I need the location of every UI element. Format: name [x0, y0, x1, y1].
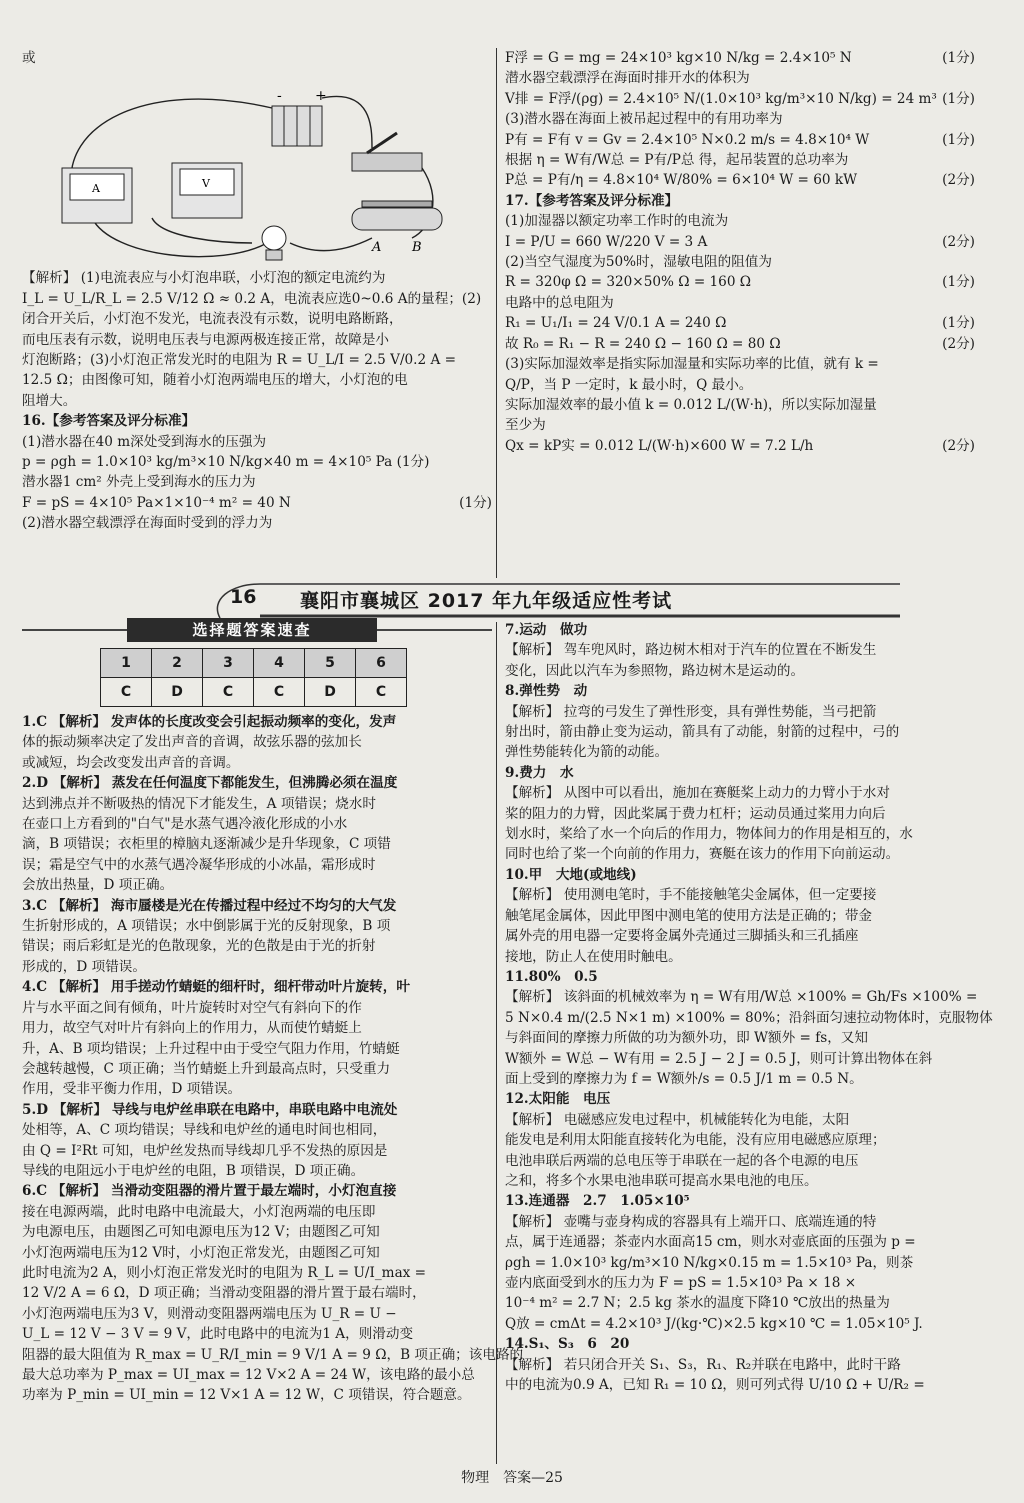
right-top-text: 电路中的总电阻为: [505, 294, 614, 311]
right-bottom-text: 之和，将多个水果电池串联可提高水果电池的电压。: [505, 1172, 818, 1189]
left-bottom-column: [22, 712, 524, 1406]
analysis-line: 而电压表有示数，说明电压表与电源两极连接正常，故障是小: [22, 331, 390, 348]
right-top-line: [505, 252, 975, 272]
left-bottom-text: 3.C 【解析】 海市蜃楼是光在传播过程中经过不均匀的大气发: [22, 897, 397, 914]
right-bottom-text: 壶内底面受到水的压力为 F = pS = 1.5×10³ Pa × 18 ×: [505, 1275, 857, 1291]
left-bottom-text: 处相等，A、C 项均错误；导线和电炉丝的通电时间也相同，: [22, 1122, 387, 1139]
right-bottom-text: 【解析】 若只闭合开关 S₁、S₃，R₁、R₂并联在电路中，此时干路: [505, 1356, 901, 1373]
rheostat-b-label: B: [412, 240, 422, 256]
right-bottom-line: [505, 1334, 975, 1354]
right-top-line: [505, 334, 975, 354]
analysis-line: 12.5 Ω；由图像可知，随着小灯泡两端电压的增大，小灯泡的电: [22, 372, 408, 389]
left-bottom-line: [22, 896, 492, 916]
right-bottom-text: 【解析】 使用测电笔时，手不能接触笔尖金属体，但一定要接: [505, 887, 877, 904]
answer-cell: C: [356, 678, 407, 707]
left-bottom-line: [22, 1243, 492, 1263]
left-bottom-line: [22, 814, 492, 834]
right-top-line: [505, 415, 975, 435]
right-bottom-text: 属外壳的用电器一定要将金属外壳通过三脚插头和三孔插座: [505, 928, 859, 945]
right-bottom-line: [505, 783, 975, 803]
right-top-text: 至少为: [505, 417, 546, 434]
column-divider-bottom: [496, 622, 497, 1464]
left-bottom-line: [22, 1181, 492, 1201]
right-top-text: (3)潜水器在海面上被吊起过程中的有用功率为: [505, 111, 783, 128]
right-bottom-text: 与斜面间的摩擦力所做的功为额外功，即 W额外 = fs，又知: [505, 1030, 868, 1047]
right-top-score: (2分): [942, 233, 975, 250]
battery-minus: -: [277, 88, 282, 105]
quick-answer-title: 选择题答案速查: [127, 618, 377, 642]
left-bottom-line: [22, 1018, 492, 1038]
answer-cell: D: [152, 678, 203, 707]
section-number: 16: [230, 586, 257, 608]
left-bottom-text: 最大总功率为 P_max = UI_max = 12 V×2 A = 24 W，该电路的最小总: [22, 1367, 475, 1383]
left-bottom-text: 会越转越慢，C 项正确；当竹蜻蜓上升到最高点时，只受重力: [22, 1060, 391, 1077]
right-top-line: [505, 150, 975, 170]
left-bottom-text: 滴，B 项错误；衣柜里的樟脑丸逐渐减少是升华现象，C 项错: [22, 836, 391, 853]
right-top-score: (1分): [942, 274, 975, 291]
answer-header: 4: [254, 649, 305, 678]
right-bottom-text: 5 N×0.4 m/(2.5 N×1 m) ×100% = 80%；沿斜面匀速拉动物体时，克服物体: [505, 1009, 993, 1026]
right-bottom-line: [505, 824, 975, 844]
switch: [352, 133, 422, 171]
right-top-text: 17.【参考答案及评分标准】: [505, 192, 679, 209]
left-bottom-text: 片与水平面之间有倾角，叶片旋转时对空气有斜向下的作: [22, 999, 362, 1016]
right-top-text: P有 = F有 v = Gv = 2.4×10⁵ N×0.2 m/s = 4.8×10⁴ W: [505, 131, 870, 148]
left-bottom-line: [22, 1345, 524, 1365]
right-bottom-line: [505, 1314, 975, 1334]
right-top-line: [505, 436, 975, 456]
quick-answer-box: [22, 618, 492, 710]
right-top-text: R₁ = U₁/I₁ = 24 V/0.1 A = 240 Ω: [505, 315, 727, 332]
left-bottom-line: [22, 732, 492, 752]
left-bottom-line: [22, 1222, 492, 1242]
right-bottom-text: 划水时，桨给了水一个向后的作用力，物体间力的作用是相互的，水: [505, 826, 913, 843]
left-bottom-line: [22, 998, 492, 1018]
left-bottom-text: 接在电源两端，此时电路中电流最大，小灯泡两端的电压即: [22, 1203, 376, 1220]
right-bottom-line: [505, 1049, 975, 1069]
right-top-column: [505, 48, 975, 456]
right-top-text: V排 = F浮/(ρg) = 2.4×10⁵ N/(1.0×10³ kg/m³×10 N/kg) = 24 m³: [505, 90, 937, 107]
left-bottom-text: 小灯泡两端电压为3 V，则滑动变阻器两端电压为 U_R = U −: [22, 1305, 397, 1322]
left-bottom-text: 导线的电阻远小于电炉丝的电阻，B 项错误，D 项正确。: [22, 1162, 365, 1179]
left-bottom-line: [22, 1079, 492, 1099]
right-bottom-text: 能发电是利用太阳能直接转化为电能，没有应用电磁感应原理；: [505, 1132, 886, 1149]
right-bottom-line: [505, 1171, 975, 1191]
right-bottom-text: 7.运动 做功: [505, 622, 588, 638]
left-bottom-text: 会放出热量，D 项正确。: [22, 877, 174, 894]
left-bottom-line: [22, 1365, 492, 1385]
right-bottom-text: 接地，防止人在使用时触电。: [505, 948, 682, 965]
left-bottom-line: [22, 1039, 492, 1059]
right-top-text: F浮 = G = mg = 24×10³ kg×10 N/kg = 2.4×10⁵ N: [505, 50, 852, 66]
right-bottom-text: 【解析】 驾车兜风时，路边树木相对于汽车的位置在不断发生: [505, 642, 877, 659]
right-bottom-text: 9.费力 水: [505, 764, 574, 781]
right-top-line: [505, 109, 975, 129]
right-top-text: 潜水器空载漂浮在海面时排开水的体积为: [505, 70, 750, 87]
left-bottom-text: 由 Q = I²Rt 可知，电炉丝发热而导线却几乎不发热的原因是: [22, 1142, 388, 1159]
left-bottom-text: 为电源电压，由题图乙可知电源电压为12 V；由题图乙可知: [22, 1224, 380, 1241]
right-top-line: [505, 313, 975, 333]
right-bottom-text: Q放 = cmΔt = 4.2×10³ J/(kg·℃)×2.5 kg×10 ℃ = 1.05×10⁵ J.: [505, 1315, 923, 1332]
right-bottom-line: [505, 1375, 975, 1395]
right-bottom-line: [505, 1191, 975, 1211]
right-top-text: Q/P，当 P 一定时，k 最小时，Q 最小。: [505, 376, 753, 393]
analysis-line: 灯泡断路；(3)小灯泡正常发光时的电阻为 R = U_L/I = 2.5 V/0.2 A =: [22, 352, 457, 369]
right-bottom-line: [505, 661, 975, 681]
answer-header: 3: [203, 649, 254, 678]
right-top-text: R = 320φ Ω = 320×50% Ω = 160 Ω: [505, 274, 752, 291]
circuit-diagram: [22, 68, 492, 268]
right-top-line: [505, 191, 975, 211]
left-bottom-text: 此时电流为2 A，则小灯泡正常发光时的电阻为 R_L = U/I_max =: [22, 1264, 427, 1281]
right-bottom-line: [505, 1355, 975, 1375]
left-bottom-line: [22, 1059, 492, 1079]
right-bottom-line: [505, 1110, 975, 1130]
answer-cell: C: [254, 678, 305, 707]
q16-line: F = pS = 4×10⁵ Pa×1×10⁻⁴ m² = 40 N: [22, 494, 291, 511]
right-bottom-text: 11.80% 0.5: [505, 968, 598, 985]
right-bottom-line: [505, 1089, 975, 1109]
left-bottom-text: 1.C 【解析】 发声体的长度改变会引起振动频率的变化，发声: [22, 714, 397, 730]
right-top-text: 实际加湿效率的最小值 k = 0.012 L/(W·h)，所以实际加湿量: [505, 396, 877, 413]
voltmeter: [172, 163, 242, 218]
right-top-text: (1)加湿器以额定功率工作时的电流为: [505, 213, 729, 230]
right-bottom-text: 桨的阻力的力臂，因此桨属于费力杠杆；运动员通过桨用力向后: [505, 805, 886, 822]
right-top-text: 根据 η = W有/W总 = P有/P总 得，起吊装置的总功率为: [505, 152, 849, 169]
left-top-column: [22, 48, 492, 534]
left-bottom-text: 体的振动频率决定了发出声音的音调，故弦乐器的弦加长: [22, 734, 362, 751]
answer-cell: C: [101, 678, 152, 707]
right-bottom-text: 电池串联后两端的总电压等于串联在一起的各个电源的电压: [505, 1152, 859, 1169]
right-top-line: [505, 68, 975, 88]
analysis-line: I_L = U_L/R_L = 2.5 V/12 Ω ≈ 0.2 A，电流表应选0~0.6 A的量程；(2): [22, 290, 482, 307]
right-bottom-text: 12.太阳能 电压: [505, 1091, 611, 1108]
right-bottom-text: 中的电流为0.9 A，已知 R₁ = 10 Ω，则可列式得 U/10 Ω + U/R₂ =: [505, 1377, 925, 1394]
left-bottom-line: [22, 834, 492, 854]
left-bottom-line: [22, 1324, 492, 1344]
right-bottom-text: 射出时，箭由静止变为运动，箭具有了动能，射箭的过程中，弓的: [505, 724, 900, 741]
right-bottom-line: [505, 865, 975, 885]
right-bottom-text: 10⁻⁴ m² = 2.7 N；2.5 kg 茶水的温度下降10 ℃放出的热量为: [505, 1295, 890, 1312]
right-bottom-text: 点，属于连通器；茶壶内水面高15 cm，则水对壶底面的压强为 p =: [505, 1234, 916, 1251]
left-bottom-text: 2.D 【解析】 蒸发在任何温度下都能发生，但沸腾必须在温度: [22, 775, 398, 792]
left-bottom-line: [22, 1141, 492, 1161]
left-bottom-text: 升，A、B 项均错误；上升过程中由于受空气阻力作用，竹蜻蜓: [22, 1040, 400, 1057]
right-top-score: (2分): [942, 437, 975, 454]
right-bottom-column: [505, 620, 993, 1395]
left-bottom-text: 12 V/2 A = 6 Ω，D 项正确；当滑动变阻器的滑片置于最右端时，: [22, 1285, 426, 1302]
right-top-text: 故 R₀ = R₁ − R = 240 Ω − 160 Ω = 80 Ω: [505, 335, 781, 352]
left-bottom-line: [22, 957, 492, 977]
right-top-line: [505, 89, 975, 109]
answer-header: 5: [305, 649, 356, 678]
left-bottom-line: [22, 1161, 492, 1181]
right-bottom-text: 【解析】 拉弯的弓发生了弹性形变，具有弹性势能，当弓把箭: [505, 703, 877, 720]
answer-header: 6: [356, 649, 407, 678]
right-bottom-line: [505, 1253, 975, 1273]
q16-line: 潜水器1 cm² 外壳上受到海水的压力为: [22, 474, 256, 491]
left-bottom-line: [22, 1304, 492, 1324]
left-bottom-line: [22, 1263, 492, 1283]
answer-cell: D: [305, 678, 356, 707]
analysis-line: 阻增大。: [22, 392, 77, 409]
right-bottom-text: 10.甲 大地(或地线): [505, 866, 637, 883]
left-bottom-line: [22, 753, 492, 773]
right-top-text: I = P/U = 660 W/220 V = 3 A: [505, 233, 708, 250]
right-bottom-line: [505, 1028, 975, 1048]
right-bottom-line: [505, 1008, 993, 1028]
right-bottom-line: [505, 702, 975, 722]
right-bottom-text: 【解析】 电磁感应发电过程中，机械能转化为电能，太阳: [505, 1111, 850, 1128]
right-top-line: [505, 170, 975, 190]
right-bottom-line: [505, 620, 975, 640]
right-bottom-line: [505, 906, 975, 926]
right-bottom-line: [505, 1069, 975, 1089]
right-bottom-text: 变化，因此以汽车为参照物，路边树木是运动的。: [505, 662, 805, 679]
q16-line: p = ρgh = 1.0×10³ kg/m³×10 N/kg×40 m = 4×10⁵ Pa (1分): [22, 454, 430, 471]
left-bottom-text: 在壶口上方看到的"白气"是水蒸气遇冷液化形成的小水: [22, 816, 348, 833]
right-top-line: [505, 48, 975, 68]
left-bottom-line: [22, 1100, 492, 1120]
right-bottom-line: [505, 987, 978, 1007]
right-top-line: [505, 375, 975, 395]
or-label: 或: [22, 50, 36, 66]
right-bottom-line: [505, 947, 975, 967]
bulb: [262, 226, 286, 260]
rheostat: [352, 201, 442, 255]
right-top-score: (1分): [942, 90, 975, 107]
page-footer: 物理 答案—25: [461, 1470, 563, 1486]
left-bottom-text: 阻器的最大阻值为 R_max = U_R/I_min = 9 V/1 A = 9 Ω，B 项正确；该电路的: [22, 1346, 524, 1363]
right-top-score: (2分): [942, 172, 975, 189]
right-top-line: [505, 211, 975, 231]
left-bottom-line: [22, 936, 492, 956]
right-bottom-line: [505, 763, 975, 783]
answer-header: 1: [101, 649, 152, 678]
right-bottom-text: 同时也给了桨一个向前的作用力，赛艇在该力的作用下向前运动。: [505, 846, 900, 863]
left-bottom-text: 5.D 【解析】 导线与电炉丝串联在电路中，串联电路中电流处: [22, 1101, 398, 1118]
right-bottom-line: [505, 1273, 975, 1293]
battery: [272, 88, 327, 146]
ammeter-label: A: [92, 182, 100, 196]
right-bottom-text: 14.S₁、S₃ 6 20: [505, 1336, 630, 1353]
right-bottom-text: 面上受到的摩擦力为 f = W额外/s = 0.5 J/1 m = 0.5 N。: [505, 1070, 863, 1087]
left-bottom-line: [22, 1120, 492, 1140]
left-bottom-text: 错误；雨后彩虹是光的色散现象，光的色散是由于光的折射: [22, 938, 376, 955]
column-divider-top: [496, 48, 497, 578]
q16-line: (2)潜水器空载漂浮在海面时受到的浮力为: [22, 515, 273, 532]
right-bottom-text: 【解析】 壶嘴与壶身构成的容器具有上端开口、底端连通的特: [505, 1213, 877, 1230]
section-title: 襄阳市襄城区 2017 年九年级适应性考试: [300, 590, 673, 612]
right-bottom-text: 【解析】 从图中可以看出，施加在赛艇桨上动力的力臂小于水对: [505, 785, 890, 802]
q16-block: [22, 411, 492, 533]
right-top-line: [505, 354, 975, 374]
left-bottom-text: 6.C 【解析】 当滑动变阻器的滑片置于最左端时，小灯泡直接: [22, 1183, 397, 1200]
left-bottom-line: [22, 855, 492, 875]
right-bottom-text: 【解析】 该斜面的机械效率为 η = W有用/W总 ×100% = Gh/Fs ×100% =: [505, 989, 978, 1006]
right-top-line: [505, 293, 975, 313]
right-top-text: (3)实际加湿效率是指实际加湿量和实际功率的比值，就有 k =: [505, 356, 879, 373]
right-bottom-line: [505, 742, 975, 762]
right-top-line: [505, 232, 975, 252]
left-bottom-text: 4.C 【解析】 用手搓动竹蜻蜓的细杆时，细杆带动叶片旋转，叶: [22, 979, 410, 996]
right-bottom-line: [505, 926, 975, 946]
right-bottom-text: ρgh = 1.0×10³ kg/m³×10 N/kg×0.15 m = 1.5×10³ Pa，则茶: [505, 1254, 914, 1271]
left-bottom-text: 形成的，D 项错误。: [22, 958, 146, 975]
right-top-line: [505, 395, 975, 415]
answer-cell: C: [203, 678, 254, 707]
left-bottom-text: 误；霜是空气中的水蒸气遇冷凝华形成的小冰晶，霜形成时: [22, 856, 376, 873]
left-bottom-line: [22, 977, 492, 997]
q16-line: (1)潜水器在40 m深处受到海水的压强为: [22, 433, 267, 450]
right-top-text: Qx = kP实 = 0.012 L/(W·h)×600 W = 7.2 L/h: [505, 437, 814, 454]
left-bottom-text: 用力，故空气对叶片有斜向上的作用力，从而使竹蜻蜓上: [22, 1020, 362, 1037]
q16-heading: 16.【参考答案及评分标准】: [22, 413, 196, 430]
left-bottom-text: 或减短，均会改变发出声音的音调。: [22, 754, 240, 771]
left-bottom-text: U_L = 12 V − 3 V = 9 V，此时电路中的电流为1 A，则滑动变: [22, 1326, 414, 1343]
right-top-score: (2分): [942, 335, 975, 352]
section-header: [200, 580, 920, 620]
ammeter: [62, 168, 132, 223]
q16-score: (1分): [459, 494, 492, 511]
left-bottom-text: 功率为 P_min = UI_min = 12 V×1 A = 12 W，C 项错误，符合题意。: [22, 1387, 471, 1404]
answer-header: 2: [152, 649, 203, 678]
left-bottom-line: [22, 1283, 492, 1303]
right-top-score: (1分): [942, 131, 975, 148]
left-bottom-line: [22, 773, 492, 793]
right-bottom-text: W额外 = W总 − W有用 = 2.5 J − 2 J = 0.5 J，则可计算出物体在斜: [505, 1050, 933, 1067]
left-bottom-line: [22, 1202, 492, 1222]
answer-table: [100, 648, 407, 707]
analysis-line: 闭合开关后，小灯泡不发光，电流表没有示数，说明电路断路，: [22, 311, 403, 328]
right-bottom-text: 触笔尾金属体，因此甲图中测电笔的使用方法是正确的；带金: [505, 907, 873, 924]
right-bottom-line: [505, 1151, 975, 1171]
right-top-score: (1分): [942, 315, 975, 332]
voltmeter-label: V: [202, 177, 210, 191]
left-bottom-line: [22, 794, 492, 814]
right-bottom-line: [505, 804, 975, 824]
battery-plus: +: [315, 88, 327, 105]
left-bottom-text: 小灯泡两端电压为12 V时，小灯泡正常发光，由题图乙可知: [22, 1244, 380, 1261]
right-bottom-line: [505, 1293, 975, 1313]
analysis-line: 【解析】 (1)电流表应与小灯泡串联，小灯泡的额定电流约为: [22, 270, 386, 287]
left-bottom-line: [22, 1385, 492, 1405]
right-bottom-line: [505, 885, 975, 905]
right-bottom-line: [505, 722, 975, 742]
left-bottom-text: 作用，受非平衡力作用，D 项错误。: [22, 1081, 242, 1098]
left-bottom-line: [22, 712, 492, 732]
right-bottom-text: 弹性势能转化为箭的动能。: [505, 744, 669, 761]
right-top-score: (1分): [942, 50, 975, 66]
right-top-line: [505, 130, 975, 150]
rheostat-a-label: A: [372, 240, 382, 256]
circuit-svg: [22, 68, 492, 268]
left-bottom-text: 达到沸点并不断吸热的情况下才能发生，A 项错误；烧水时: [22, 795, 376, 812]
right-bottom-text: 13.连通器 2.7 1.05×10⁵: [505, 1193, 690, 1210]
right-top-line: [505, 272, 975, 292]
right-bottom-line: [505, 1232, 975, 1252]
analysis-block: [22, 268, 492, 411]
left-bottom-text: 生折射形成的，A 项错误；水中倒影属于光的反射现象，B 项: [22, 918, 391, 935]
right-bottom-text: 8.弹性势 动: [505, 683, 588, 700]
right-bottom-line: [505, 1130, 975, 1150]
right-bottom-line: [505, 640, 975, 660]
right-top-text: (2)当空气湿度为50%时，湿敏电阻的阻值为: [505, 254, 772, 271]
right-bottom-line: [505, 967, 975, 987]
left-bottom-line: [22, 916, 492, 936]
left-bottom-line: [22, 875, 492, 895]
right-bottom-line: [505, 681, 975, 701]
right-bottom-line: [505, 1212, 975, 1232]
right-bottom-line: [505, 844, 975, 864]
right-top-text: P总 = P有/η = 4.8×10⁴ W/80% = 6×10⁴ W = 60 kW: [505, 172, 858, 189]
